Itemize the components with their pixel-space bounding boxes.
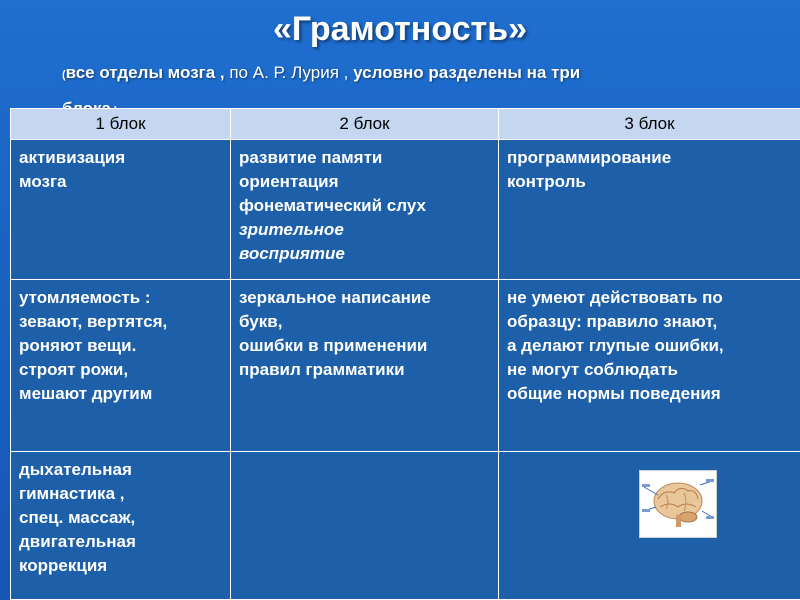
header-block-2: 2 блок	[231, 109, 499, 140]
cell-r3-block-2	[231, 452, 499, 600]
table-row	[11, 140, 800, 280]
cell-line: двигательная	[19, 532, 136, 551]
cell-r3-block-3	[499, 452, 800, 600]
cell-line: мешают другим	[19, 384, 153, 403]
brain-image	[639, 470, 717, 538]
cell-line: общие нормы поведения	[507, 384, 721, 403]
cell-line: активизация	[19, 148, 126, 167]
cell-line: а делают глупые ошибки,	[507, 336, 724, 355]
table-row	[11, 280, 800, 452]
subtitle-part-1: все отделы мозга ,	[65, 63, 225, 82]
cell-line-italic: восприятие	[239, 244, 345, 263]
table-row	[11, 452, 800, 600]
cell-line: строят рожи,	[19, 360, 129, 379]
slide-title: «Грамотность»	[272, 10, 528, 48]
cell-r3-block-1	[11, 452, 231, 600]
cell-line: зевают, вертятся,	[19, 312, 168, 331]
luria-blocks-table	[10, 108, 800, 600]
cell-line: фонематический слух	[239, 196, 426, 215]
cell-r1-block-2	[231, 140, 499, 280]
table-header-row	[11, 109, 800, 140]
cell-line: мозга	[19, 172, 67, 191]
cell-r2-block-2	[231, 280, 499, 452]
subtitle-part-2: по А. Р. Лурия ,	[224, 63, 349, 82]
cell-line: не умеют действовать по	[507, 288, 723, 307]
header-block-1: 1 блок	[11, 109, 231, 140]
cell-line: ошибки в применении	[239, 336, 428, 355]
cell-r1-block-1	[11, 140, 231, 280]
cell-line: контроль	[507, 172, 586, 191]
cell-r1-block-3	[499, 140, 800, 280]
subtitle-open-paren: (	[62, 69, 66, 81]
cell-line-italic: зрительное	[239, 220, 344, 239]
cell-r2-block-1	[11, 280, 231, 452]
cell-line: программирование	[507, 148, 672, 167]
cell-line: гимнастика ,	[19, 484, 125, 503]
cell-line: развитие памяти	[239, 148, 383, 167]
cell-line: зеркальное написание	[239, 288, 431, 307]
cell-line: спец. массаж,	[19, 508, 136, 527]
header-block-3: 3 блок	[499, 109, 800, 140]
cell-r2-block-3	[499, 280, 800, 452]
cell-line: дыхательная	[19, 460, 132, 479]
brain-icon	[640, 471, 716, 537]
subtitle-part-3: условно разделены на три	[348, 63, 581, 82]
cell-line: не могут соблюдать	[507, 360, 679, 379]
cell-line: правил грамматики	[239, 360, 405, 379]
cell-line: ориентация	[239, 172, 339, 191]
cell-line: роняют вещи.	[19, 336, 137, 355]
cell-line: утомляемость :	[19, 288, 151, 307]
cell-line: букв,	[239, 312, 283, 331]
cell-line: коррекция	[19, 556, 108, 575]
cell-line: образцу: правило знают,	[507, 312, 718, 331]
